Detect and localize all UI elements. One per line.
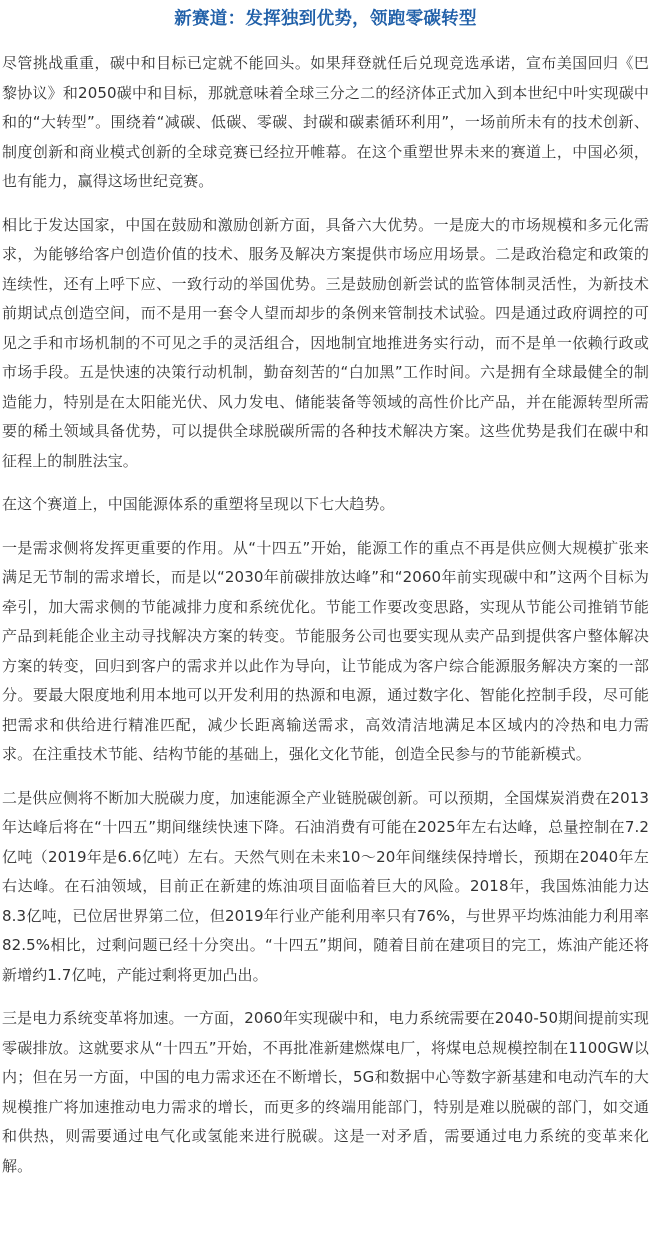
- paragraph-supply-side: 二是供应侧将不断加大脱碳力度，加速能源全产业链脱碳创新。可以预期，全国煤炭消费在2013年达峰后将在“十四五”期间继续快速下降。石油消费有可能在2025年左右达峰，总量控制在7.2亿吨（2019年是6.6亿吨）左右。天然气则在未来10～20年间继续保持增长，预期在2040年左右达峰。在石油领域，目前正在新建的炼油项目面临着巨大的风险。2018年，我国炼油能力达8.3亿吨，已位居世界第二位，但2019年行业产能利用率只有76%，与世界平均炼油能力利用率82.5%相比，过剩问题已经十分突出。“十四五”期间，随着目前在建项目的完工，炼油产能还将新增约1.7亿吨，产能过剩将更加凸出。: [2, 788, 649, 984]
- paragraph-six-advantages: 相比于发达国家，中国在鼓励和激励创新方面，具备六大优势。一是庞大的市场规模和多元化需求，为能够给客户创造价值的技术、服务及解决方案提供市场应用场景。二是政治稳定和政策的连续性，还有上呼下应、一致行动的举国优势。三是鼓励创新尝试的监管体制灵活性，为新技术前期试点创造空间，而不是用一套令人望而却步的条例来管制技术试验。四是通过政府调控的可见之手和市场机制的不可见之手的灵活组合，因地制宜地推进务实行动，而不是单一依赖行政或市场手段。五是快速的决策行动机制，勤奋刻苦的“白加黑”工作时间。六是拥有全球最健全的制造能力，特别是在太阳能光伏、风力发电、储能装备等领域的高性价比产品，并在能源转型所需要的稀土领域具备优势，可以提供全球脱碳所需的各种技术解决方案。这些优势是我们在碳中和征程上的制胜法宝。: [2, 215, 649, 470]
- paragraph-demand-side: 一是需求侧将发挥更重要的作用。从“十四五”开始，能源工作的重点不再是供应侧大规模扩张来满足无节制的需求增长，而是以“2030年前碳排放达峰”和“2060年前实现碳中和”这两个目标为牵引，加大需求侧的节能减排力度和系统优化。节能工作要改变思路，实现从节能公司推销节能产品到耗能企业主动寻找解决方案的转变。节能服务公司也要实现从卖产品到提供客户整体解决方案的转变，回归到客户的需求并以此作为导向，让节能成为客户综合能源服务解决方案的一部分。要最大限度地利用本地可以开发利用的热源和电源，通过数字化、智能化控制手段，尽可能把需求和供给进行精准匹配，减少长距离输送需求，高效清洁地满足本区域内的冷热和电力需求。在注重技术节能、结构节能的基础上，强化文化节能，创造全民参与的节能新模式。: [2, 538, 649, 763]
- paragraph-power-system: 三是电力系统变革将加速。一方面，2060年实现碳中和，电力系统需要在2040-50期间提前实现零碳排放。这就要求从“十四五”开始，不再批准新建燃煤电厂，将煤电总规模控制在1100GW以内；但在另一方面，中国的电力需求还在不断增长，5G和数据中心等数字新基建和电动汽车的大规模推广将加速推动电力需求的增长，而更多的终端用能部门，特别是难以脱碳的部门，如交通和供热，则需要通过电气化或氢能来进行脱碳。这是一对矛盾，需要通过电力系统的变革来化解。: [2, 1009, 649, 1175]
- paragraph-seven-trends-intro: 在这个赛道上，中国能源体系的重塑将呈现以下七大趋势。: [2, 495, 395, 513]
- paragraph-carbon-neutral-race: 尽管挑战重重，碳中和目标已定就不能回头。如果拜登就任后兑现竞选承诺，宣布美国回归《巴黎协议》和2050碳中和目标，那就意味着全球三分之二的经济体正式加入到本世纪中叶实现碳中和的“大转型”。围绕着“减碳、低碳、零碳、封碳和碳素循环利用”，一场前所未有的技术创新、制度创新和商业模式创新的全球竞赛已经拉开帷幕。在这个重塑世界未来的赛道上，中国必须，也有能力，赢得这场世纪竞赛。: [2, 54, 649, 190]
- article-title: 新赛道：发挥独到优势，领跑零碳转型: [174, 9, 477, 29]
